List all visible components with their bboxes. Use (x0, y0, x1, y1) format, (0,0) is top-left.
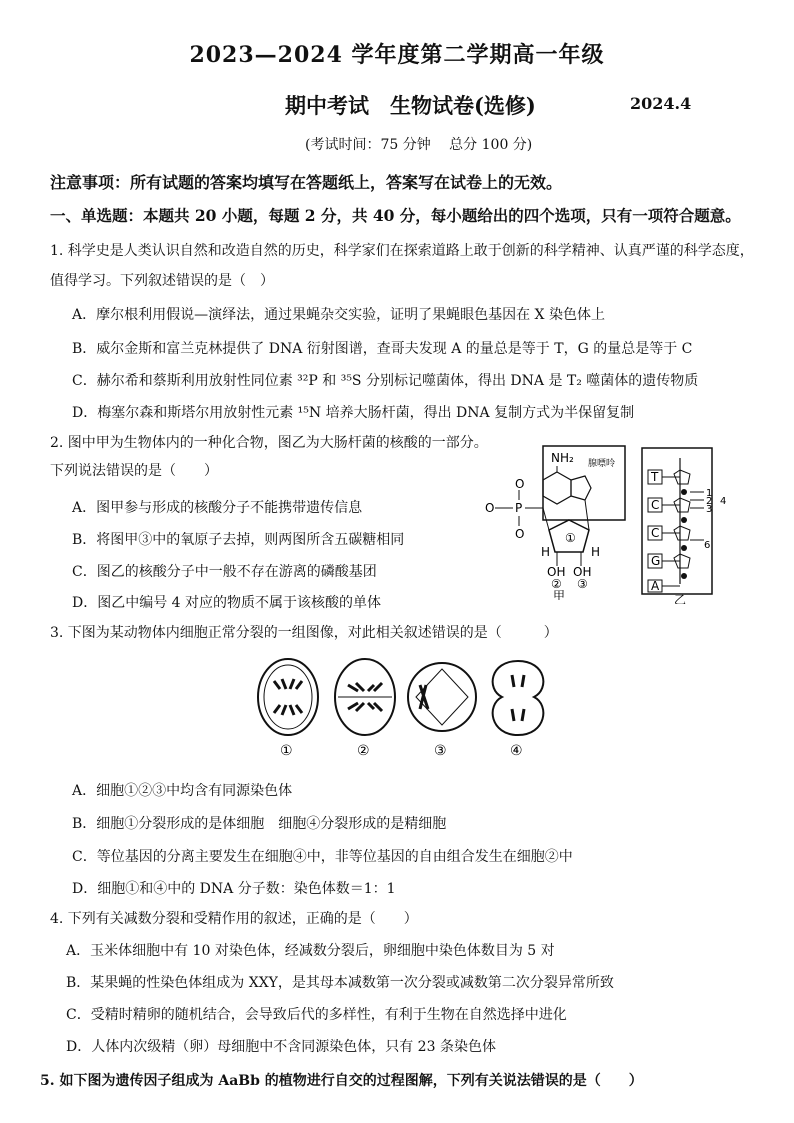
q1-option-d: D．梅塞尔森和斯塔尔用放射性元素 ¹⁵N 培养大肠杆菌，得出 DNA 复制方式为半保留复制 (72, 405, 635, 421)
phosphate-o-top: O (515, 477, 525, 491)
q3-cell-figure (250, 655, 570, 765)
circ3-label: ③ (577, 577, 588, 591)
oh-left: OH (547, 565, 566, 579)
base-g (648, 554, 662, 568)
q1-stem-line2: 值得学习。下列叙述错误的是（ ） (50, 273, 274, 289)
cell-2 (335, 659, 395, 759)
exam-date: 2024.4 (630, 94, 692, 113)
svg-text:③: ③ (434, 743, 447, 759)
svg-text:②: ② (357, 743, 370, 759)
q4-option-c: C．受精时精卵的随机结合，会导致后代的多样性，有利于生物在自然选择中进化 (66, 1007, 567, 1023)
q1-stem-line1: 1. 科学史是人类认识自然和改造自然的历史，科学家们在探索道路上敢于创新的科学精神、认真严谨的科学态度， (50, 243, 754, 259)
q5-stem: 5. 如下图为遗传因子组成为 AaBb 的植物进行自交的过程图解，下列有关说法错误的是（ ） (40, 1073, 643, 1089)
cell-3 (408, 663, 476, 759)
strand-num-4: 4 (720, 496, 727, 507)
svg-text:C: C (651, 526, 660, 540)
circ1-label: ① (565, 531, 576, 545)
q2-option-a: A．图甲参与形成的核酸分子不能携带遗传信息 (72, 500, 363, 516)
strand-num-3: 3 (706, 504, 713, 515)
exam-title-line1: 2023—2024 学年度第二学期高一年级 (189, 42, 605, 68)
adenine-label: 腺嘌呤 (588, 459, 616, 469)
q3-option-d: D．细胞①和④中的 DNA 分子数：染色体数＝1：1 (72, 881, 396, 897)
section-heading: 一、单选题：本题共 20 小题，每题 2 分，共 40 分，每小题给出的四个选项，只有一项符合题意。 (50, 206, 741, 225)
q2-figure-yi (640, 444, 740, 604)
q2-option-b: B．将图甲③中的氧原子去掉，则两图所含五碳糖相同 (72, 532, 405, 548)
jia-label: 甲 (553, 589, 566, 600)
base-c1 (648, 498, 662, 512)
base-a (648, 579, 662, 593)
strand-num-1: 1 (706, 488, 713, 499)
q4-option-a: A．玉米体细胞中有 10 对染色体，经减数分裂后，卵细胞中染色体数目为 5 对 (66, 943, 555, 959)
strand-num-2: 2 (706, 496, 713, 507)
svg-text:A: A (651, 579, 660, 593)
svg-text:①: ① (280, 743, 293, 759)
q3-option-a: A．细胞①②③中均含有同源染色体 (72, 783, 293, 799)
circ2-label: ② (551, 577, 562, 591)
nh2-label: NH₂ (551, 451, 574, 465)
q4-option-d: D．人体内次级精（卵）母细胞中不含同源染色体，只有 23 条染色体 (66, 1039, 496, 1055)
phosphate-p: P (515, 501, 523, 515)
q1-option-c: C．赫尔希和蔡斯利用放射性同位素 ³²P 和 ³⁵S 分别标记噬菌体，得出 DNA 是 T₂ 噬菌体的遗传物质 (72, 373, 699, 389)
exam-title-line2: 期中考试 生物试卷(选修) (285, 93, 536, 118)
phosphate-o-left: O (485, 501, 495, 515)
q1-option-b: B．威尔金斯和富兰克林提供了 DNA 衍射图谱，查哥夫发现 A 的量总是等于 T，G 的量总是等于 C (72, 341, 693, 357)
svg-text:④: ④ (510, 743, 523, 759)
h-right: H (591, 545, 601, 559)
svg-text:G: G (651, 554, 661, 568)
exam-time-info: (考试时间：75 分钟 总分 100 分) (305, 137, 533, 153)
base-c2 (648, 526, 662, 540)
q2-option-c: C．图乙的核酸分子中一般不存在游离的磷酸基团 (72, 564, 377, 580)
oh-right: OH (573, 565, 592, 579)
svg-text:C: C (651, 498, 660, 512)
q3-option-c: C．等位基因的分离主要发生在细胞④中，非等位基因的自由组合发生在细胞②中 (72, 849, 573, 865)
q3-option-b: B．细胞①分裂形成的是体细胞 细胞④分裂形成的是精细胞 (72, 816, 447, 832)
q1-option-a: A．摩尔根利用假说—演绎法，通过果蝇杂交实验，证明了果蝇眼色基因在 X 染色体上 (72, 307, 605, 323)
svg-text:T: T (651, 470, 659, 484)
q4-option-b: B．某果蝇的性染色体组成为 XXY，是其母本减数第一次分裂或减数第二次分裂异常所致 (66, 975, 614, 991)
h-left: H (541, 545, 551, 559)
cell-1 (258, 659, 318, 759)
q4-stem: 4. 下列有关减数分裂和受精作用的叙述，正确的是（ ） (50, 911, 418, 927)
q2-stem-line1: 2. 图中甲为生物体内的一种化合物，图乙为大肠杆菌的核酸的一部分。 (50, 435, 488, 451)
phosphate-o-bottom: O (515, 527, 525, 541)
q2-figure-jia (485, 440, 640, 600)
q2-stem-line2: 下列说法错误的是（ ） (50, 463, 218, 479)
yi-label: 乙 (674, 593, 687, 604)
notice: 注意事项：所有试题的答案均填写在答题纸上，答案写在试卷上的无效。 (50, 173, 563, 192)
q3-stem: 3. 下图为某动物体内细胞正常分裂的一组图像，对此相关叙述错误的是（ ） (50, 625, 558, 641)
cell-4 (493, 661, 544, 759)
q2-option-d: D．图乙中编号 4 对应的物质不属于该核酸的单体 (72, 595, 382, 611)
base-t (648, 470, 662, 484)
strand-num-6: 6 (704, 540, 711, 551)
